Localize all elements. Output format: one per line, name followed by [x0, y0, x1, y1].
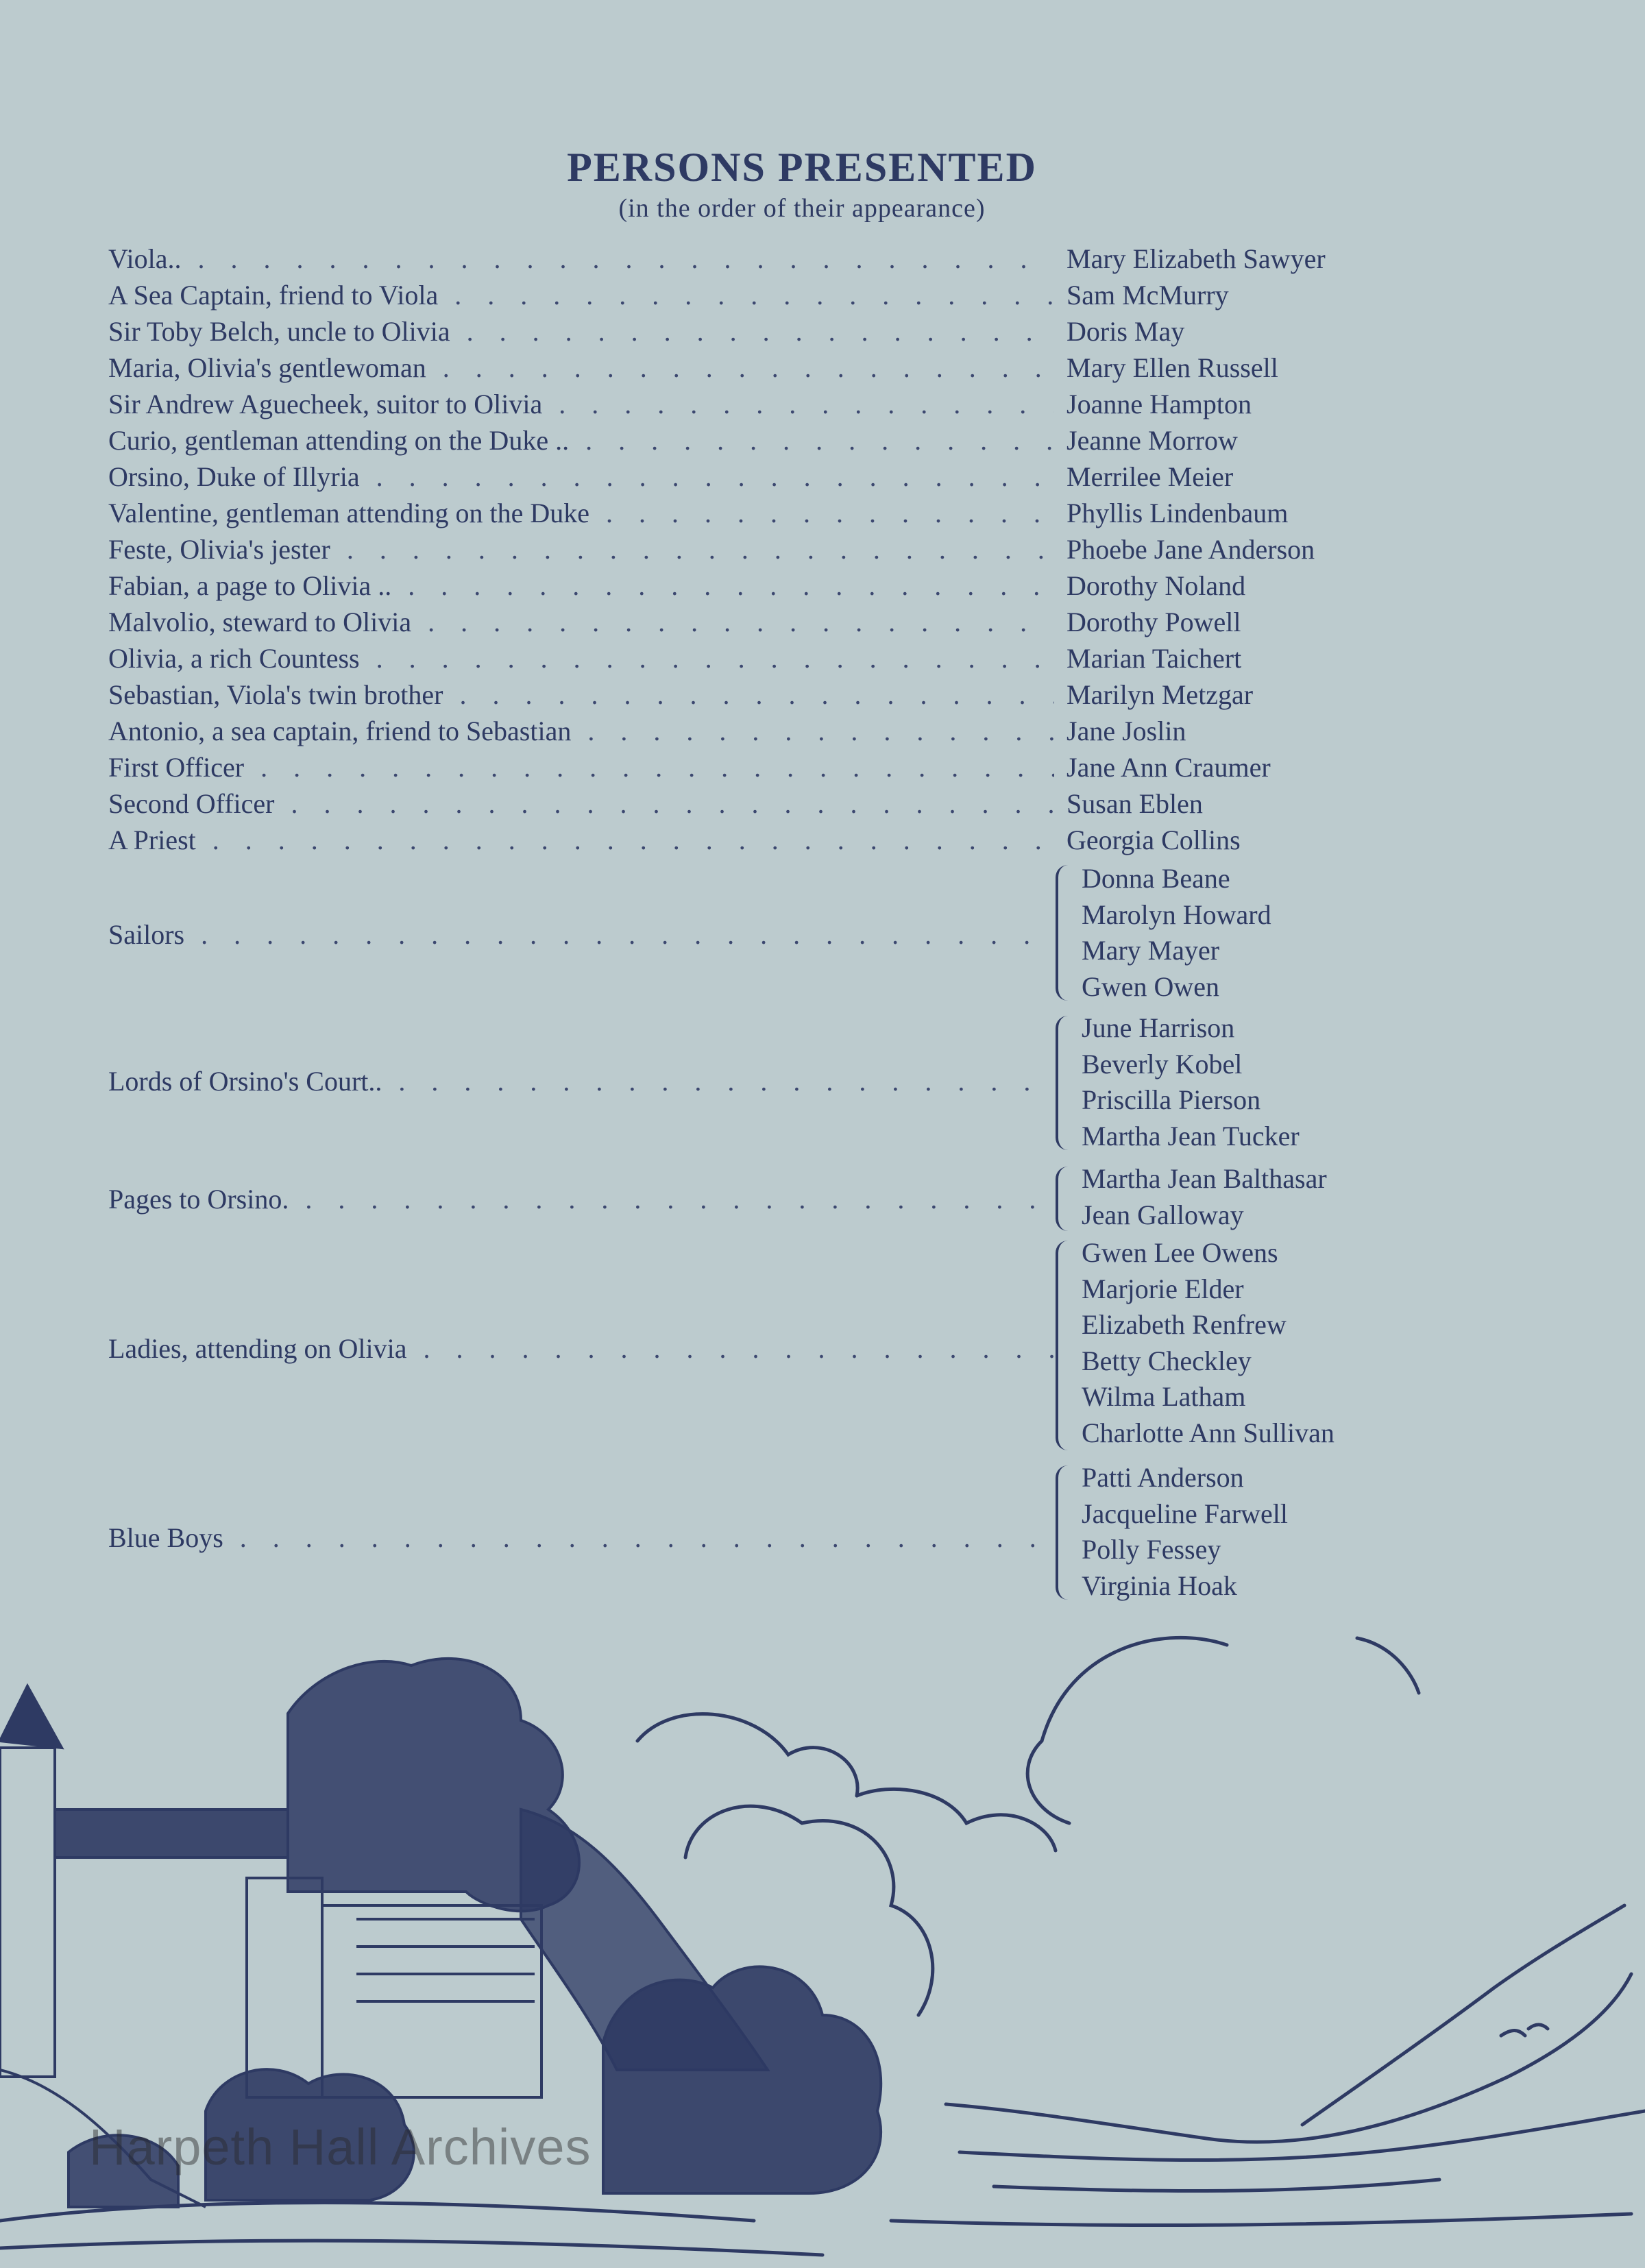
cast-row [0, 350, 1645, 386]
sea-line [994, 2180, 1439, 2191]
actor-name: Merrilee Meier [1067, 461, 1234, 492]
group-role-name: Lords of Orsino's Court.. . . . [108, 1064, 1054, 1099]
cast-row [0, 568, 1645, 604]
role-name: Fabian, a page to Olivia .. . . . [108, 568, 1054, 604]
page-subtitle: (in the order of their appearance) [618, 194, 986, 223]
cast-row [0, 605, 1645, 640]
cast-group [0, 1161, 1645, 1236]
cast-row [0, 423, 1645, 459]
cast-group [0, 1235, 1645, 1454]
hill-line [946, 1974, 1631, 2142]
group-member: Gwen Lee Owens [1082, 1237, 1278, 1268]
group-member: Donna Beane [1082, 863, 1230, 894]
role-name: Antonio, a sea captain, friend to Sebastian . . . [108, 714, 1054, 749]
cast-row [0, 714, 1645, 749]
role-name: Orsino, Duke of Illyria . . . [108, 459, 1054, 495]
role-name: First Officer . . . [108, 750, 1054, 785]
group-member: Charlotte Ann Sullivan [1082, 1417, 1335, 1448]
group-member: Martha Jean Tucker [1082, 1120, 1300, 1151]
cast-row [0, 822, 1645, 858]
group-member: Priscilla Pierson [1082, 1084, 1261, 1115]
cast-row [0, 677, 1645, 713]
brace-mark [1056, 865, 1073, 1001]
role-name: Feste, Olivia's jester . . . [108, 532, 1054, 568]
group-role-name: Sailors . . . [108, 917, 1054, 953]
role-name: Curio, gentleman attending on the Duke .. . . . [108, 423, 1054, 459]
cast-row [0, 496, 1645, 531]
cast-group [0, 1010, 1645, 1154]
group-member: Wilma Latham [1082, 1381, 1246, 1412]
cast-row [0, 387, 1645, 422]
group-member: Jacqueline Farwell [1082, 1498, 1288, 1529]
role-name: Sebastian, Viola's twin brother . . . [108, 677, 1054, 713]
actor-name: Phyllis Lindenbaum [1067, 498, 1289, 528]
role-name: Maria, Olivia's gentlewoman . . . [108, 350, 1054, 386]
group-role-name: Blue Boys . . . [108, 1520, 1054, 1556]
ground-line [0, 2241, 822, 2255]
role-name: A Priest . . . [108, 822, 1054, 858]
archive-watermark: Harpeth Hall Archives [89, 2119, 592, 2175]
brace-mark [1056, 1465, 1073, 1600]
cast-row [0, 241, 1645, 277]
group-members [1082, 1460, 1288, 1604]
tree-cluster [603, 1966, 881, 2193]
role-name: Sir Andrew Aguecheek, suitor to Olivia . . . [108, 387, 1054, 422]
role-name: Sir Toby Belch, uncle to Olivia . . . [108, 314, 1054, 350]
group-member: Mary Mayer [1082, 935, 1220, 966]
group-members [1082, 861, 1271, 1005]
page-title: PERSONS PRESENTED [567, 145, 1037, 190]
castle-tower [247, 1878, 322, 2097]
cloud-outline [1042, 1637, 1227, 1741]
actor-name: Mary Elizabeth Sawyer [1067, 243, 1326, 274]
actor-name: Marian Taichert [1067, 643, 1242, 674]
group-member: Martha Jean Balthasar [1082, 1163, 1327, 1194]
actor-name: Phoebe Jane Anderson [1067, 534, 1315, 565]
group-members [1082, 1161, 1327, 1233]
group-member: Patti Anderson [1082, 1462, 1244, 1493]
actor-name: Dorothy Powell [1067, 607, 1241, 637]
castle-wall-dark [55, 1809, 288, 1857]
cast-row [0, 459, 1645, 495]
castle-brick-lines [356, 1919, 535, 2001]
group-member: Beverly Kobel [1082, 1048, 1243, 1080]
actor-name: Dorothy Noland [1067, 570, 1246, 601]
brace-mark [1056, 1167, 1073, 1231]
group-member: June Harrison [1082, 1012, 1235, 1043]
group-member: Virginia Hoak [1082, 1570, 1237, 1601]
group-role-name: Pages to Orsino. . . . [108, 1182, 1054, 1217]
cast-row [0, 641, 1645, 676]
cast-row [0, 314, 1645, 350]
tower-wall [0, 1748, 55, 2077]
tower-roof [0, 1686, 62, 1748]
cloud-outline [1027, 1741, 1069, 1823]
brace-mark [1056, 1016, 1073, 1150]
bird-mark [1528, 2025, 1548, 2029]
role-name: Malvolio, steward to Olivia . . . [108, 605, 1054, 640]
actor-name: Georgia Collins [1067, 825, 1241, 855]
group-members [1082, 1010, 1300, 1154]
cast-group [0, 861, 1645, 1005]
actor-name: Mary Ellen Russell [1067, 352, 1278, 383]
actor-name: Marilyn Metzgar [1067, 679, 1254, 710]
actor-name: Jane Joslin [1067, 716, 1186, 746]
bird-mark [1501, 2031, 1525, 2036]
group-member: Polly Fessey [1082, 1534, 1221, 1565]
role-name: Olivia, a rich Countess . . . [108, 641, 1054, 676]
actor-name: Jeanne Morrow [1067, 425, 1238, 456]
actor-name: Jane Ann Craumer [1067, 752, 1271, 783]
group-member: Jean Galloway [1082, 1199, 1244, 1230]
cloud-outline [857, 1789, 1056, 1851]
sea-line [891, 2214, 1631, 2226]
hill-line [1302, 1905, 1624, 2125]
role-name: Second Officer . . . [108, 786, 1054, 822]
role-name: Valentine, gentleman attending on the Duke . . . [108, 496, 1054, 531]
brace-mark [1056, 1241, 1073, 1450]
cloud-outline [637, 1714, 857, 1796]
cloud-outline [1357, 1638, 1419, 1693]
group-member: Marolyn Howard [1082, 899, 1271, 930]
role-name: Viola.. . . . [108, 241, 1054, 277]
group-member: Gwen Owen [1082, 971, 1220, 1002]
actor-name: Joanne Hampton [1067, 389, 1252, 419]
role-name: A Sea Captain, friend to Viola . . . [108, 278, 1054, 313]
cast-row [0, 750, 1645, 785]
cast-row [0, 786, 1645, 822]
cast-row [0, 532, 1645, 568]
group-role-name: Ladies, attending on Olivia . . . [108, 1331, 1054, 1367]
group-members [1082, 1235, 1335, 1451]
cast-row [0, 278, 1645, 313]
cast-group [0, 1460, 1645, 1604]
group-member: Elizabeth Renfrew [1082, 1309, 1287, 1340]
group-member: Marjorie Elder [1082, 1273, 1244, 1304]
actor-name: Susan Eblen [1067, 788, 1203, 819]
group-member: Betty Checkley [1082, 1345, 1252, 1376]
actor-name: Doris May [1067, 316, 1185, 347]
actor-name: Sam McMurry [1067, 280, 1229, 310]
